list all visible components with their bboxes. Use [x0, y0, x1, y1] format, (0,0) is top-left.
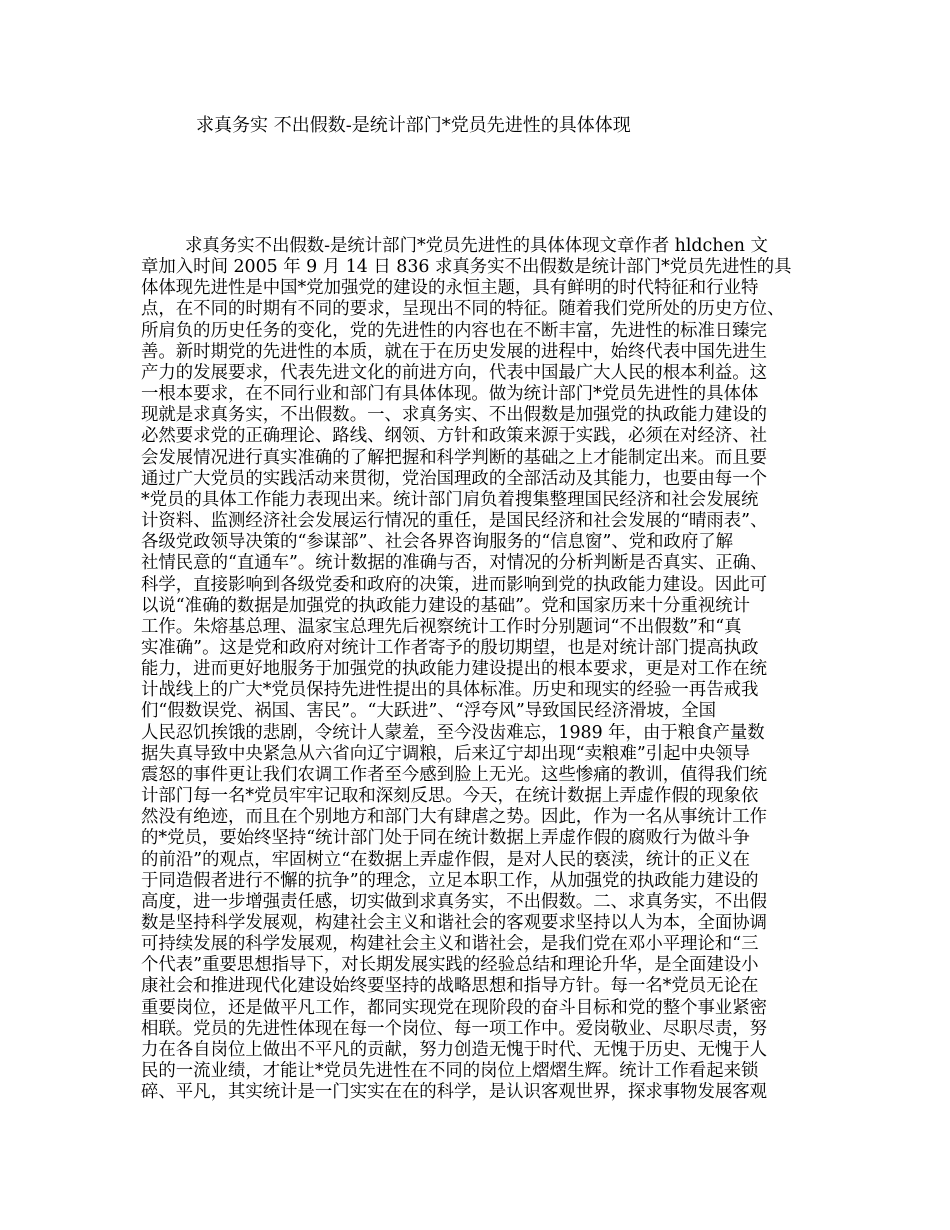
body-line: 所肩负的历史任务的变化，党的先进性的内容也在不断丰富，先进性的标准日臻完: [141, 320, 768, 341]
body-line: 计资料、监测经济社会发展运行情况的重任，是国民经济和社会发展的“晴雨表”、: [141, 511, 768, 532]
body-line: 善。新时期党的先进性的本质，就在于在历史发展的进程中，始终代表中国先进生: [141, 341, 768, 362]
body-line: 数是坚持科学发展观，构建社会主义和谐社会的客观要求坚持以人为本，全面协调: [141, 913, 768, 933]
body-line: 的前沿”的观点，牢固树立“在数据上弄虚作假，是对人民的亵渎，统计的正义在: [141, 849, 751, 870]
body-line: 力在各自岗位上做出不平凡的贡献，努力创造无愧于时代、无愧于历史、无愧于人: [141, 1039, 768, 1060]
body-line: 章加入时间 2005 年 9 月 14 日 836 求真务实不出假数是统计部门*党员先进性的具: [141, 257, 792, 278]
body-line: 社情民意的“直通车”。统计数据的准确与否，对情况的分析判断是否真实、正确、: [141, 553, 768, 574]
body-line: 然没有绝迹，而且在个别地方和部门大有肆虐之势。因此，作为一名从事统计工作: [141, 807, 768, 828]
body-line: 震怒的事件更让我们农调工作者至今感到脸上无光。这些惨痛的教训，值得我们统: [141, 764, 768, 785]
body-line: 能力，进而更好地服务于加强党的执政能力建设提出的根本要求，更是对工作在统: [141, 659, 768, 680]
body-line: 通过广大党员的实践活动来贯彻，党治国理政的全部活动及其能力，也要由每一个: [141, 468, 768, 489]
body-line: 据失真导致中央紧急从六省向辽宁调粮，后来辽宁却出现“卖粮难”引起中央领导: [141, 743, 751, 764]
body-line: 会发展情况进行真实准确的了解把握和科学判断的基础之上才能制定出来。而且要: [141, 447, 768, 468]
body-line: 重要岗位，还是做平凡工作，都同实现党在现阶段的奋斗目标和党的整个事业紧密: [141, 997, 768, 1018]
body-line: 求真务实不出假数-是统计部门*党员先进性的具体体现文章作者 hldchen 文: [185, 236, 768, 256]
body-line: 工作。朱熔基总理、温家宝总理先后视察统计工作时分别题词“不出假数”和“真: [141, 616, 742, 637]
body-line: 们“假数误党、祸国、害民”。“大跃进”、“浮夸风”导致国民经济滑坡，全国: [141, 701, 717, 722]
body-line: 必然要求党的正确理论、路线、纲领、方针和政策来源于实践，必须在对经济、社: [141, 426, 768, 447]
body-line: 于同造假者进行不懈的抗争”的理念，立足本职工作，从加强党的执政能力建设的: [141, 870, 759, 891]
body-line: 产力的发展要求，代表先进文化的前进方向，代表中国最广大人民的根本利益。这: [141, 362, 768, 383]
document-title: 求真务实 不出假数-是统计部门*党员先进性的具体体现: [196, 115, 631, 136]
body-line: 高度，进一步增强责任感，切实做到求真务实，不出假数。二、求真务实，不出假: [141, 891, 768, 912]
body-line: 的*党员，要始终坚持“统计部门处于同在统计数据上弄虚作假的腐败行为做斗争: [141, 828, 750, 849]
body-line: 碎、平凡，其实统计是一门实实在在的科学，是认识客观世界，探求事物发展客观: [141, 1082, 768, 1103]
document-body: [141, 236, 816, 1103]
body-line: 一根本要求，在不同行业和部门有具体体现。做为统计部门*党员先进性的具体体: [141, 384, 759, 405]
body-line: 体体现先进性是中国*党加强党的建设的永恒主题，具有鲜明的时代特征和行业特: [141, 278, 759, 299]
body-line: 康社会和推进现代化建设始终要坚持的战略思想和指导方针。每一名*党员无论在: [141, 976, 759, 997]
body-line: 个代表”重要思想指导下，对长期发展实践的经验总结和理论升华，是全面建设小: [141, 955, 759, 976]
body-line: *党员的具体工作能力表现出来。统计部门肩负着搜集整理国民经济和社会发展统: [141, 489, 759, 510]
body-line: 点，在不同的时期有不同的要求，呈现出不同的特征。随着我们党所处的历史方位、: [141, 299, 785, 320]
body-line: 实准确”。这是党和政府对统计工作者寄予的殷切期望，也是对统计部门提高执政: [141, 637, 759, 658]
body-line: 以说“准确的数据是加强党的执政能力建设的基础”。党和国家历来十分重视统计: [141, 595, 751, 616]
body-line: 各级党政领导决策的“参谋部”、社会各界咨询服务的“信息窗”、党和政府了解: [141, 532, 734, 553]
body-line: 人民忍饥挨饿的悲剧，令统计人蒙羞，至今没齿难忘，1989 年，由于粮食产量数: [141, 722, 765, 743]
body-line: 现就是求真务实，不出假数。一、求真务实、不出假数是加强党的执政能力建设的: [141, 405, 768, 426]
body-line: 民的一流业绩，才能让*党员先进性在不同的岗位上熠熠生辉。统计工作看起来锁: [141, 1061, 759, 1082]
body-line: 可持续发展的科学发展观，构建社会主义和谐社会，是我们党在邓小平理论和“三: [141, 934, 759, 955]
body-line: 科学，直接影响到各级党委和政府的决策，进而影响到党的执政能力建设。因此可: [141, 574, 768, 595]
body-line: 计战线上的广大*党员保持先进性提出的具体标准。历史和现实的经验一再告戒我: [141, 680, 759, 701]
body-line: 计部门每一名*党员牢牢记取和深刻反思。今天，在统计数据上弄虚作假的现象依: [141, 786, 759, 807]
body-line: 相联。党员的先进性体现在每一个岗位、每一项工作中。爱岗敬业、尽职尽责，努: [141, 1018, 768, 1039]
